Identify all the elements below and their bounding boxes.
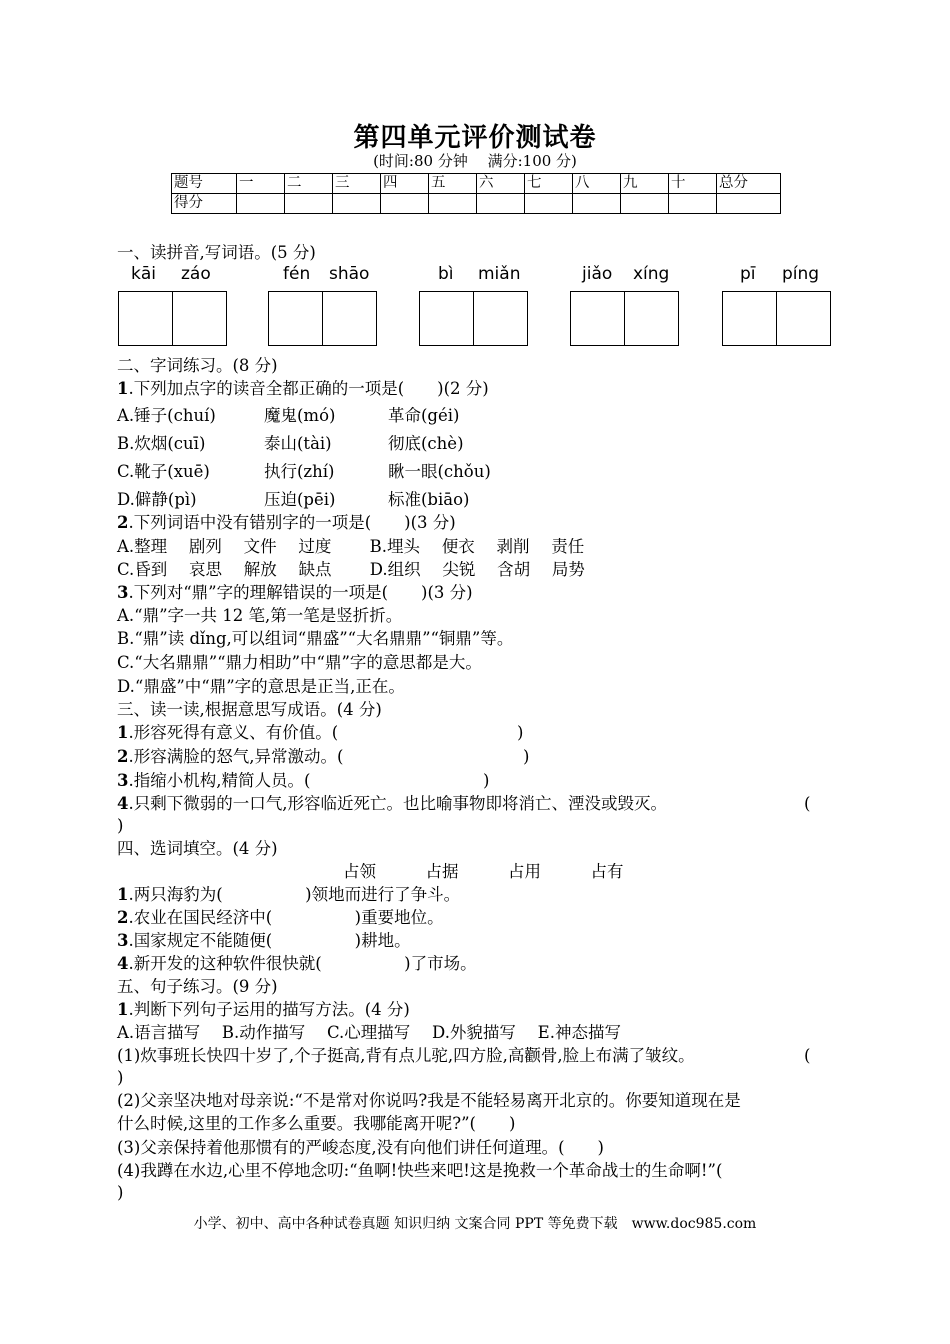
- sentence-1: [117, 1045, 811, 1067]
- question-text: .两只海豹为( )领地而进行了争斗。: [128, 885, 461, 904]
- close-paren: ): [117, 1068, 124, 1087]
- pinyin-label: bì: [438, 264, 454, 284]
- question-text: .形容死得有意义、有价值。(: [128, 723, 339, 742]
- section-2-heading: 二、字词练习。(8 分): [117, 356, 278, 375]
- question-text: .农业在国民经济中( )重要地位。: [128, 908, 444, 927]
- score-cell: 总分: [717, 174, 781, 194]
- fill-question: [117, 907, 444, 929]
- question-2-1: [117, 378, 489, 400]
- fill-question: [117, 953, 477, 975]
- score-blank-cell[interactable]: [573, 194, 621, 214]
- score-cell: 题号: [172, 174, 237, 194]
- option-word: 魔鬼(mó): [264, 406, 336, 425]
- pinyin-label: miǎn: [478, 264, 521, 284]
- score-blank-cell[interactable]: [717, 194, 781, 214]
- question-number: 1: [117, 1000, 129, 1019]
- idiom-question: [117, 793, 811, 815]
- score-cell: 得分: [172, 194, 237, 214]
- score-cell: 六: [477, 174, 525, 194]
- score-cell: 五: [429, 174, 477, 194]
- option-word: C.靴子(xuē): [117, 462, 210, 481]
- option-line: C.“大名鼎鼎”“鼎力相助”中“鼎”字的意思都是大。: [117, 653, 482, 672]
- option-line: C.昏到 哀思 解放 缺点 D.组织 尖锐 含胡 局势: [117, 560, 585, 579]
- score-cell: 四: [381, 174, 429, 194]
- question-number: 4: [117, 794, 129, 813]
- method-options: A.语言描写 B.动作描写 C.心理描写 D.外貌描写 E.神态描写: [117, 1023, 621, 1042]
- fill-question: [117, 930, 411, 952]
- pinyin-label: kāi: [131, 264, 156, 284]
- fill-question: [117, 884, 460, 906]
- score-blank-cell[interactable]: [621, 194, 669, 214]
- question-5-1: [117, 999, 410, 1021]
- question-text: .只剩下微弱的一口气,形容临近死亡。也比喻事物即将消亡、湮没或毁灭。: [128, 794, 667, 813]
- question-number: 3: [117, 583, 129, 602]
- score-blank-cell[interactable]: [669, 194, 717, 214]
- sentence-2-cont: 什么时候,这里的工作多么重要。我哪能离开呢?”( ): [117, 1114, 516, 1133]
- option-word: B.炊烟(cuī): [117, 434, 206, 453]
- idiom-question: [117, 722, 524, 744]
- option-line: A.“鼎”字一共 12 笔,第一笔是竖折折。: [117, 606, 403, 625]
- word-choices: 占领 占据 占用 占有: [343, 862, 624, 881]
- question-text: .判断下列句子运用的描写方法。(4 分): [128, 1000, 410, 1019]
- idiom-question: [117, 770, 490, 792]
- question-text: .下列对“鼎”字的理解错误的一项是( )(3 分): [128, 583, 473, 602]
- option-word: 执行(zhí): [264, 462, 335, 481]
- score-cell: 一: [237, 174, 285, 194]
- option-word: 革命(géi): [388, 406, 460, 425]
- answer-box[interactable]: [473, 291, 528, 346]
- answer-box[interactable]: [722, 291, 777, 346]
- sentence-2: (2)父亲坚决地对母亲说:“不是常对你说吗?我是不能轻易离开北京的。你要知道现在是: [117, 1091, 741, 1110]
- score-blank-cell[interactable]: [381, 194, 429, 214]
- score-cell: 三: [333, 174, 381, 194]
- close-paren: ): [483, 771, 490, 790]
- option-word: 彻底(chè): [388, 434, 464, 453]
- answer-box[interactable]: [118, 291, 173, 346]
- section-3-heading: 三、读一读,根据意思写成语。(4 分): [117, 700, 382, 719]
- option-word: 压迫(pēi): [264, 490, 336, 509]
- question-number: 4: [117, 954, 129, 973]
- question-text: .下列加点字的读音全都正确的一项是( )(2 分): [128, 379, 489, 398]
- section-4-heading: 四、选词填空。(4 分): [117, 839, 278, 858]
- question-number: 1: [117, 723, 129, 742]
- score-cell: 八: [573, 174, 621, 194]
- answer-box[interactable]: [322, 291, 377, 346]
- option-line: A.整理 剧列 文件 过度 B.埋头 便衣 剥削 责任: [117, 537, 585, 556]
- pinyin-label: shāo: [329, 264, 370, 284]
- question-number: 2: [117, 747, 129, 766]
- question-text: .指缩小机构,精简人员。(: [128, 771, 311, 790]
- option-word: 泰山(tài): [264, 434, 332, 453]
- score-blank-cell[interactable]: [285, 194, 333, 214]
- score-blank-cell[interactable]: [333, 194, 381, 214]
- option-line: B.“鼎”读 dǐng,可以组词“鼎盛”“大名鼎鼎”“铜鼎”等。: [117, 629, 514, 648]
- score-table-score-row: [172, 194, 781, 214]
- question-text: .新开发的这种软件很快就( )了市场。: [128, 954, 477, 973]
- pinyin-label: jiǎo: [582, 264, 613, 284]
- close-paren: ): [523, 747, 530, 766]
- question-text: .下列词语中没有错别字的一项是( )(3 分): [128, 513, 456, 532]
- score-table-header-row: [172, 174, 781, 194]
- close-paren: ): [517, 723, 524, 742]
- question-2-3: [117, 582, 473, 604]
- score-cell: 七: [525, 174, 573, 194]
- score-cell: 十: [669, 174, 717, 194]
- option-word: A.锤子(chuí): [117, 406, 216, 425]
- question-number: 1: [117, 885, 129, 904]
- pinyin-label: pī: [740, 264, 756, 284]
- answer-box[interactable]: [570, 291, 625, 346]
- question-number: 1: [117, 379, 129, 398]
- pinyin-label: xíng: [633, 264, 670, 284]
- answer-box[interactable]: [419, 291, 474, 346]
- pinyin-label: záo: [181, 264, 211, 284]
- score-blank-cell[interactable]: [429, 194, 477, 214]
- section-5-heading: 五、句子练习。(9 分): [117, 977, 278, 996]
- question-text: .形容满脸的怒气,异常激动。(: [128, 747, 344, 766]
- question-2-2: [117, 512, 456, 534]
- question-text: .国家规定不能随便( )耕地。: [128, 931, 411, 950]
- option-word: 标准(biāo): [388, 490, 470, 509]
- option-word: D.僻静(pì): [117, 490, 197, 509]
- pinyin-label: píng: [782, 264, 820, 284]
- open-paren: (: [804, 794, 811, 813]
- score-cell: 九: [621, 174, 669, 194]
- footer-text: 小学、初中、高中各种试卷真题 知识归纳 文案合同 PPT 等免费下载 www.doc985.com: [193, 1216, 757, 1232]
- pinyin-label: fén: [283, 264, 311, 284]
- score-blank-cell[interactable]: [477, 194, 525, 214]
- close-paren: ): [117, 1183, 124, 1202]
- score-table: [171, 173, 781, 214]
- answer-box[interactable]: [624, 291, 679, 346]
- question-number: 2: [117, 908, 129, 927]
- sentence-4: (4)我蹲在水边,心里不停地念叨:“鱼啊!快些来吧!这是挽救一个革命战士的生命啊!”(: [117, 1161, 723, 1180]
- score-blank-cell[interactable]: [237, 194, 285, 214]
- question-number: 3: [117, 931, 129, 950]
- score-blank-cell[interactable]: [525, 194, 573, 214]
- answer-box[interactable]: [776, 291, 831, 346]
- sentence-3: (3)父亲保持着他那惯有的严峻态度,没有向他们讲任何道理。( ): [117, 1138, 604, 1157]
- option-line: D.“鼎盛”中“鼎”字的意思是正当,正在。: [117, 677, 405, 696]
- idiom-question: [117, 746, 530, 768]
- answer-box[interactable]: [172, 291, 227, 346]
- score-cell: 二: [285, 174, 333, 194]
- sentence-text: (1)炊事班长快四十岁了,个子挺高,背有点儿驼,四方脸,高颧骨,脸上布满了皱纹。: [117, 1046, 695, 1065]
- answer-box[interactable]: [268, 291, 323, 346]
- option-word: 瞅一眼(chǒu): [388, 462, 491, 481]
- page-title: 第四单元评价测试卷: [353, 123, 597, 153]
- question-number: 2: [117, 513, 129, 532]
- exam-time-score: (时间:80 分钟 满分:100 分): [373, 152, 577, 170]
- question-number: 3: [117, 771, 129, 790]
- section-1-heading: 一、读拼音,写词语。(5 分): [117, 243, 316, 262]
- open-paren: (: [804, 1046, 811, 1065]
- close-paren: ): [117, 816, 124, 835]
